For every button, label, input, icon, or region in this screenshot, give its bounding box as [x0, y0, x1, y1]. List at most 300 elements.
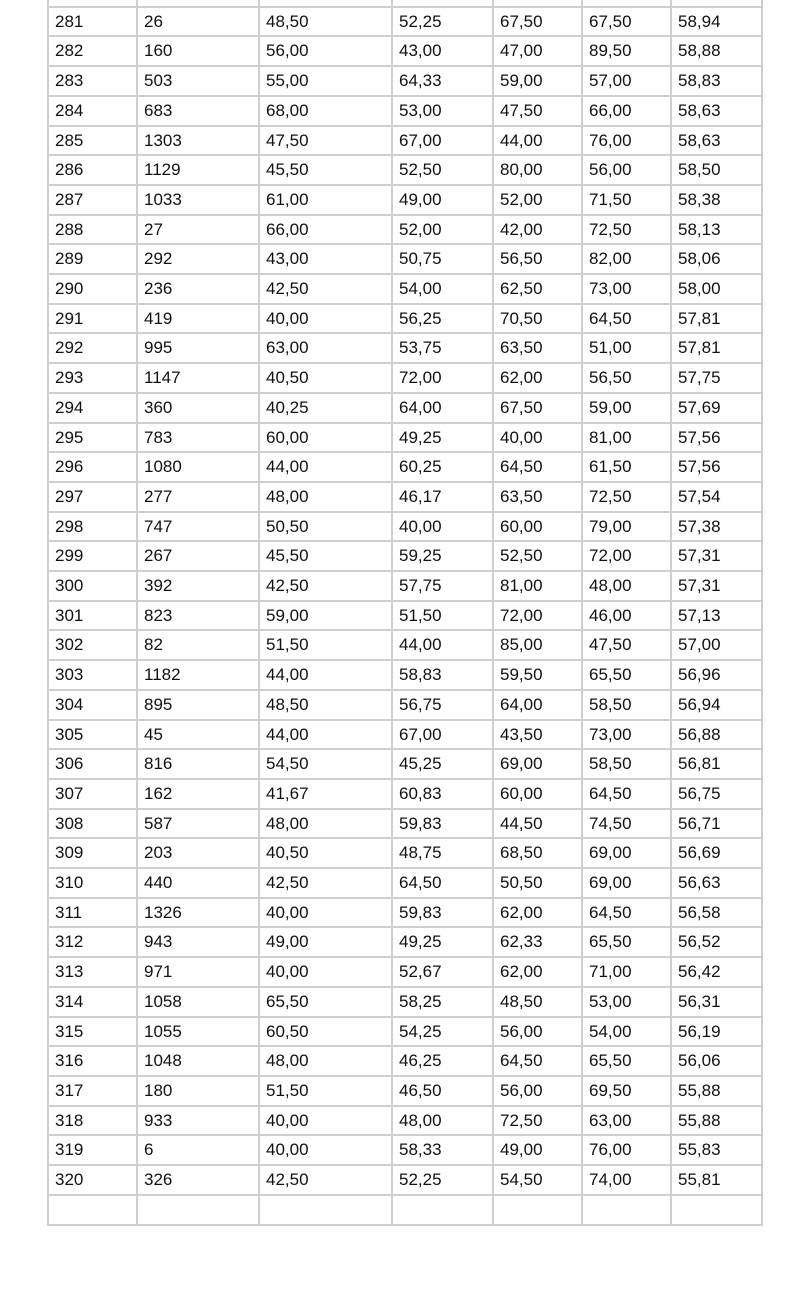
rank-cell: 286	[48, 155, 137, 185]
average-cell: 56,81	[671, 749, 762, 779]
id-cell: 419	[137, 304, 259, 334]
average-cell: 56,94	[671, 690, 762, 720]
average-cell: 58,83	[671, 66, 762, 96]
score-3-cell: 52,50	[493, 541, 582, 571]
score-4-cell: 72,50	[582, 215, 671, 245]
table-row	[48, 304, 762, 334]
score-2-cell: 52,00	[392, 215, 493, 245]
score-1-cell: 48,50	[259, 7, 392, 37]
average-cell: 56,58	[671, 898, 762, 928]
score-3-cell: 64,50	[493, 452, 582, 482]
score-1-cell: 48,50	[259, 690, 392, 720]
id-cell: 180	[137, 1076, 259, 1106]
average-cell: 56,31	[671, 987, 762, 1017]
score-1-cell: 44,00	[259, 660, 392, 690]
id-cell: 1182	[137, 660, 259, 690]
average-cell: 58,06	[671, 244, 762, 274]
id-cell: 943	[137, 927, 259, 957]
score-1-cell: 66,00	[259, 215, 392, 245]
average-cell: 57,56	[671, 452, 762, 482]
score-1-cell: 42,50	[259, 868, 392, 898]
score-4-cell: 58,50	[582, 690, 671, 720]
table-row	[48, 363, 762, 393]
table-row	[48, 333, 762, 363]
score-4-cell: 56,00	[582, 155, 671, 185]
score-3-cell: 62,00	[493, 898, 582, 928]
score-3-cell: 43,50	[493, 720, 582, 750]
rank-cell: 304	[48, 690, 137, 720]
id-cell: 26	[137, 7, 259, 37]
rank-cell: 285	[48, 126, 137, 156]
table-row	[48, 957, 762, 987]
score-1-cell: 40,25	[259, 393, 392, 423]
score-2-cell: 56,25	[392, 304, 493, 334]
score-4-cell: 64,50	[582, 779, 671, 809]
rank-cell	[48, 1195, 137, 1225]
score-4-cell: 46,00	[582, 601, 671, 631]
id-cell: 1326	[137, 898, 259, 928]
rank-cell: 307	[48, 779, 137, 809]
average-cell: 56,42	[671, 957, 762, 987]
score-4-cell: 64,50	[582, 898, 671, 928]
score-1-cell: 60,00	[259, 423, 392, 453]
score-2-cell: 44,00	[392, 630, 493, 660]
id-cell: 1048	[137, 1046, 259, 1076]
score-4-cell: 57,00	[582, 66, 671, 96]
average-cell: 55,81	[671, 1165, 762, 1195]
score-1-cell: 45,50	[259, 541, 392, 571]
rank-cell: 317	[48, 1076, 137, 1106]
average-cell: 57,81	[671, 304, 762, 334]
id-cell: 783	[137, 423, 259, 453]
score-2-cell: 46,17	[392, 482, 493, 512]
score-2-cell: 54,25	[392, 1017, 493, 1047]
score-2-cell: 40,00	[392, 512, 493, 542]
average-cell: 56,75	[671, 779, 762, 809]
score-4-cell: 48,00	[582, 571, 671, 601]
score-3-cell: 67,50	[493, 7, 582, 37]
rank-cell: 310	[48, 868, 137, 898]
rank-cell: 302	[48, 630, 137, 660]
average-cell: 55,88	[671, 1076, 762, 1106]
rank-cell: 289	[48, 244, 137, 274]
score-4-cell: 72,00	[582, 541, 671, 571]
score-3-cell: 68,50	[493, 838, 582, 868]
table-row	[48, 838, 762, 868]
score-2-cell: 48,00	[392, 1106, 493, 1136]
average-cell: 56,88	[671, 720, 762, 750]
average-cell: 58,00	[671, 274, 762, 304]
rank-cell: 296	[48, 452, 137, 482]
table-row	[48, 512, 762, 542]
score-1-cell: 40,00	[259, 957, 392, 987]
score-1-cell: 41,67	[259, 779, 392, 809]
score-3-cell: 70,50	[493, 304, 582, 334]
score-4-cell: 79,00	[582, 512, 671, 542]
score-4-cell: 54,00	[582, 1017, 671, 1047]
score-3-cell: 59,50	[493, 660, 582, 690]
score-3-cell: 85,00	[493, 630, 582, 660]
score-2-cell: 57,75	[392, 571, 493, 601]
id-cell: 1147	[137, 363, 259, 393]
score-3-cell: 72,50	[493, 1106, 582, 1136]
score-1-cell: 48,00	[259, 1046, 392, 1076]
table-row	[48, 809, 762, 839]
table-row	[48, 1106, 762, 1136]
rank-cell: 318	[48, 1106, 137, 1136]
score-1-cell: 59,00	[259, 601, 392, 631]
score-4-cell: 76,00	[582, 126, 671, 156]
score-1-cell: 40,00	[259, 898, 392, 928]
score-2-cell: 64,00	[392, 393, 493, 423]
score-4-cell: 72,50	[582, 482, 671, 512]
table-row	[48, 690, 762, 720]
score-2-cell: 64,50	[392, 868, 493, 898]
score-1-cell: 40,50	[259, 363, 392, 393]
table-row	[48, 571, 762, 601]
average-cell: 57,31	[671, 541, 762, 571]
average-cell: 58,13	[671, 215, 762, 245]
table-row	[48, 7, 762, 37]
score-1-cell: 40,00	[259, 1135, 392, 1165]
id-cell: 995	[137, 333, 259, 363]
table-row	[48, 244, 762, 274]
rank-cell: 315	[48, 1017, 137, 1047]
score-3-cell: 52,00	[493, 185, 582, 215]
table-row	[48, 215, 762, 245]
score-3-cell: 47,00	[493, 36, 582, 66]
average-cell: 57,81	[671, 333, 762, 363]
score-3-cell: 60,00	[493, 512, 582, 542]
id-cell: 45	[137, 720, 259, 750]
rank-cell: 295	[48, 423, 137, 453]
id-cell: 203	[137, 838, 259, 868]
score-2-cell: 58,33	[392, 1135, 493, 1165]
table-row	[48, 482, 762, 512]
score-1-cell: 40,50	[259, 838, 392, 868]
score-1-cell: 43,00	[259, 244, 392, 274]
id-cell	[137, 1195, 259, 1225]
table-row	[48, 1017, 762, 1047]
score-4-cell: 69,00	[582, 838, 671, 868]
score-4-cell: 74,50	[582, 809, 671, 839]
score-4-cell: 65,50	[582, 660, 671, 690]
id-cell: 162	[137, 779, 259, 809]
score-3-cell: 49,00	[493, 1135, 582, 1165]
score-3-cell: 67,50	[493, 393, 582, 423]
score-4-cell: 82,00	[582, 244, 671, 274]
score-4-cell: 59,00	[582, 393, 671, 423]
score-4-cell: 74,00	[582, 1165, 671, 1195]
average-cell: 57,54	[671, 482, 762, 512]
average-cell: 57,75	[671, 363, 762, 393]
score-4-cell: 69,50	[582, 1076, 671, 1106]
table-row	[48, 393, 762, 423]
score-2-cell: 54,00	[392, 274, 493, 304]
score-2-cell: 60,25	[392, 452, 493, 482]
score-4-cell	[582, 1195, 671, 1225]
id-cell: 587	[137, 809, 259, 839]
rank-cell: 292	[48, 333, 137, 363]
rank-cell: 303	[48, 660, 137, 690]
rank-cell: 305	[48, 720, 137, 750]
score-3-cell: 62,00	[493, 363, 582, 393]
score-4-cell: 89,50	[582, 36, 671, 66]
results-table-sheet	[47, 0, 761, 1308]
score-3-cell: 62,50	[493, 274, 582, 304]
score-3-cell: 50,50	[493, 868, 582, 898]
average-cell	[671, 0, 762, 7]
average-cell: 58,38	[671, 185, 762, 215]
score-2-cell: 59,83	[392, 809, 493, 839]
score-4-cell: 58,50	[582, 749, 671, 779]
score-3-cell: 56,50	[493, 244, 582, 274]
id-cell: 1080	[137, 452, 259, 482]
rank-cell: 316	[48, 1046, 137, 1076]
score-3-cell: 47,50	[493, 96, 582, 126]
average-cell: 58,50	[671, 155, 762, 185]
table-row	[48, 1076, 762, 1106]
score-4-cell: 69,00	[582, 868, 671, 898]
score-2-cell: 59,25	[392, 541, 493, 571]
rank-cell: 283	[48, 66, 137, 96]
score-4-cell: 47,50	[582, 630, 671, 660]
id-cell: 292	[137, 244, 259, 274]
score-3-cell: 42,00	[493, 215, 582, 245]
rank-cell: 309	[48, 838, 137, 868]
average-cell: 57,69	[671, 393, 762, 423]
score-1-cell: 42,50	[259, 571, 392, 601]
score-2-cell: 67,00	[392, 720, 493, 750]
table-row	[48, 720, 762, 750]
id-cell: 236	[137, 274, 259, 304]
results-table	[47, 0, 763, 1226]
score-4-cell: 53,00	[582, 987, 671, 1017]
average-cell: 58,63	[671, 126, 762, 156]
score-2-cell: 46,25	[392, 1046, 493, 1076]
score-4-cell: 56,50	[582, 363, 671, 393]
id-cell: 503	[137, 66, 259, 96]
average-cell: 58,63	[671, 96, 762, 126]
score-3-cell: 56,00	[493, 1076, 582, 1106]
score-1-cell	[259, 0, 392, 7]
table-row	[48, 36, 762, 66]
id-cell	[137, 0, 259, 7]
average-cell: 58,88	[671, 36, 762, 66]
id-cell: 1303	[137, 126, 259, 156]
score-4-cell: 76,00	[582, 1135, 671, 1165]
average-cell: 58,94	[671, 7, 762, 37]
rank-cell: 320	[48, 1165, 137, 1195]
average-cell: 57,00	[671, 630, 762, 660]
table-row	[48, 452, 762, 482]
table-row	[48, 185, 762, 215]
score-2-cell: 50,75	[392, 244, 493, 274]
id-cell: 816	[137, 749, 259, 779]
score-1-cell: 42,50	[259, 274, 392, 304]
score-3-cell: 44,50	[493, 809, 582, 839]
score-2-cell	[392, 1195, 493, 1225]
rank-cell: 284	[48, 96, 137, 126]
score-4-cell: 61,50	[582, 452, 671, 482]
average-cell: 55,88	[671, 1106, 762, 1136]
score-1-cell: 65,50	[259, 987, 392, 1017]
rank-cell: 301	[48, 601, 137, 631]
table-row	[48, 630, 762, 660]
average-cell: 56,96	[671, 660, 762, 690]
score-1-cell	[259, 1195, 392, 1225]
average-cell: 57,38	[671, 512, 762, 542]
score-1-cell: 63,00	[259, 333, 392, 363]
table-row	[48, 1135, 762, 1165]
score-2-cell: 48,75	[392, 838, 493, 868]
score-4-cell: 73,00	[582, 274, 671, 304]
score-3-cell	[493, 0, 582, 7]
id-cell: 360	[137, 393, 259, 423]
table-row	[48, 274, 762, 304]
average-cell: 56,06	[671, 1046, 762, 1076]
score-2-cell: 52,67	[392, 957, 493, 987]
average-cell: 56,52	[671, 927, 762, 957]
id-cell: 6	[137, 1135, 259, 1165]
score-2-cell: 59,83	[392, 898, 493, 928]
score-1-cell: 42,50	[259, 1165, 392, 1195]
score-2-cell: 46,50	[392, 1076, 493, 1106]
score-4-cell: 66,00	[582, 96, 671, 126]
id-cell: 1129	[137, 155, 259, 185]
score-2-cell: 72,00	[392, 363, 493, 393]
rank-cell: 291	[48, 304, 137, 334]
rank-cell: 287	[48, 185, 137, 215]
rank-cell: 299	[48, 541, 137, 571]
table-row	[48, 1165, 762, 1195]
score-3-cell: 62,00	[493, 957, 582, 987]
table-row	[48, 660, 762, 690]
table-row	[48, 96, 762, 126]
table-row	[48, 898, 762, 928]
score-2-cell: 58,25	[392, 987, 493, 1017]
id-cell: 82	[137, 630, 259, 660]
id-cell: 27	[137, 215, 259, 245]
rank-cell: 282	[48, 36, 137, 66]
score-2-cell: 49,25	[392, 927, 493, 957]
id-cell: 971	[137, 957, 259, 987]
score-3-cell: 40,00	[493, 423, 582, 453]
score-4-cell: 67,50	[582, 7, 671, 37]
id-cell: 440	[137, 868, 259, 898]
score-1-cell: 44,00	[259, 452, 392, 482]
score-1-cell: 40,00	[259, 304, 392, 334]
score-3-cell: 59,00	[493, 66, 582, 96]
rank-cell: 314	[48, 987, 137, 1017]
score-3-cell: 56,00	[493, 1017, 582, 1047]
id-cell: 747	[137, 512, 259, 542]
table-row	[48, 66, 762, 96]
rank-cell: 293	[48, 363, 137, 393]
id-cell: 1058	[137, 987, 259, 1017]
score-2-cell: 67,00	[392, 126, 493, 156]
score-3-cell: 81,00	[493, 571, 582, 601]
average-cell: 56,19	[671, 1017, 762, 1047]
score-1-cell: 60,50	[259, 1017, 392, 1047]
score-1-cell: 45,50	[259, 155, 392, 185]
score-4-cell: 71,50	[582, 185, 671, 215]
table-row	[48, 927, 762, 957]
score-1-cell: 49,00	[259, 927, 392, 957]
average-cell: 57,56	[671, 423, 762, 453]
table-body	[48, 0, 762, 1225]
score-2-cell: 56,75	[392, 690, 493, 720]
score-3-cell: 48,50	[493, 987, 582, 1017]
table-row	[48, 868, 762, 898]
score-3-cell: 69,00	[493, 749, 582, 779]
score-4-cell	[582, 0, 671, 7]
score-3-cell: 60,00	[493, 779, 582, 809]
score-2-cell	[392, 0, 493, 7]
score-1-cell: 68,00	[259, 96, 392, 126]
score-3-cell: 62,33	[493, 927, 582, 957]
table-row	[48, 0, 762, 7]
score-1-cell: 50,50	[259, 512, 392, 542]
score-3-cell: 64,50	[493, 1046, 582, 1076]
average-cell: 55,83	[671, 1135, 762, 1165]
table-row	[48, 1195, 762, 1225]
table-row	[48, 155, 762, 185]
score-1-cell: 56,00	[259, 36, 392, 66]
score-1-cell: 55,00	[259, 66, 392, 96]
score-4-cell: 73,00	[582, 720, 671, 750]
score-3-cell: 44,00	[493, 126, 582, 156]
score-2-cell: 45,25	[392, 749, 493, 779]
score-2-cell: 52,25	[392, 7, 493, 37]
rank-cell: 319	[48, 1135, 137, 1165]
score-2-cell: 64,33	[392, 66, 493, 96]
id-cell: 683	[137, 96, 259, 126]
rank-cell: 281	[48, 7, 137, 37]
score-4-cell: 63,00	[582, 1106, 671, 1136]
score-2-cell: 49,00	[392, 185, 493, 215]
table-row	[48, 749, 762, 779]
score-1-cell: 51,50	[259, 630, 392, 660]
score-1-cell: 54,50	[259, 749, 392, 779]
table-row	[48, 423, 762, 453]
score-2-cell: 51,50	[392, 601, 493, 631]
average-cell: 57,31	[671, 571, 762, 601]
score-4-cell: 81,00	[582, 423, 671, 453]
table-row	[48, 541, 762, 571]
score-4-cell: 64,50	[582, 304, 671, 334]
score-3-cell: 64,00	[493, 690, 582, 720]
score-4-cell: 71,00	[582, 957, 671, 987]
id-cell: 823	[137, 601, 259, 631]
score-3-cell: 54,50	[493, 1165, 582, 1195]
score-2-cell: 49,25	[392, 423, 493, 453]
score-3-cell: 63,50	[493, 333, 582, 363]
table-row	[48, 1046, 762, 1076]
score-3-cell	[493, 1195, 582, 1225]
score-4-cell: 65,50	[582, 1046, 671, 1076]
table-row	[48, 126, 762, 156]
score-2-cell: 60,83	[392, 779, 493, 809]
score-2-cell: 52,50	[392, 155, 493, 185]
id-cell: 895	[137, 690, 259, 720]
score-2-cell: 53,00	[392, 96, 493, 126]
score-1-cell: 40,00	[259, 1106, 392, 1136]
id-cell: 1055	[137, 1017, 259, 1047]
rank-cell: 290	[48, 274, 137, 304]
rank-cell: 294	[48, 393, 137, 423]
score-4-cell: 51,00	[582, 333, 671, 363]
